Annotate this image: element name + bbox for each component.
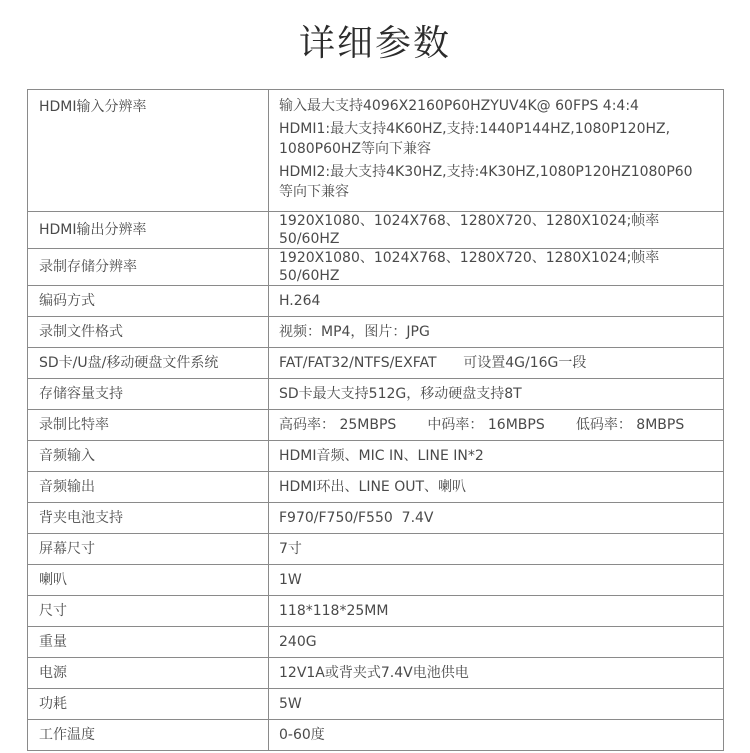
row-value: 5W (269, 689, 724, 720)
table-row (28, 286, 724, 317)
table-row (28, 317, 724, 348)
row-label: 屏幕尺寸 (28, 534, 269, 565)
row-value: 1W (269, 565, 724, 596)
row-value: FAT/FAT32/NTFS/EXFAT 可设置4G/16G一段 (269, 348, 724, 379)
row-value: 1920X1080、1024X768、1280X720、1280X1024;帧率50/60HZ (269, 212, 724, 249)
value-line: 输入最大支持4096X2160P60HZYUV4K@ 60FPS 4:4:4 (279, 98, 639, 114)
page-title: 详细参数 (298, 23, 451, 64)
table-row (28, 658, 724, 689)
row-value: 7寸 (269, 534, 724, 565)
table-row (28, 472, 724, 503)
row-label: SD卡/U盘/移动硬盘文件系统 (28, 348, 269, 379)
row-label: 录制文件格式 (28, 317, 269, 348)
row-value: H.264 (269, 286, 724, 317)
value-line: HDMI2:最大支持4K30HZ,支持:4K30HZ,1080P120HZ1080P60 (279, 164, 693, 180)
row-value: 12V1A或背夹式7.4V电池供电 (269, 658, 724, 689)
table-row (28, 410, 724, 441)
table-row (28, 627, 724, 658)
table-row (28, 534, 724, 565)
row-label: 录制比特率 (28, 410, 269, 441)
row-label: 音频输入 (28, 441, 269, 472)
table-row (28, 348, 724, 379)
row-label: 电源 (28, 658, 269, 689)
row-label: 功耗 (28, 689, 269, 720)
row-value: 240G (269, 627, 724, 658)
table-row (28, 90, 724, 212)
row-label: 存储容量支持 (28, 379, 269, 410)
table-row (28, 565, 724, 596)
row-value: 高码率： 25MBPS 中码率： 16MBPS 低码率： 8MBPS (269, 410, 724, 441)
row-label: 音频输出 (28, 472, 269, 503)
table-row (28, 596, 724, 627)
value-line: 等向下兼容 (279, 184, 349, 200)
row-label: 背夹电池支持 (28, 503, 269, 534)
value-line: 1080P60HZ等向下兼容 (279, 141, 432, 157)
row-value: 1920X1080、1024X768、1280X720、1280X1024;帧率50/60HZ (269, 249, 724, 286)
table-row (28, 689, 724, 720)
row-label: 录制存储分辨率 (28, 249, 269, 286)
row-value: HDMI音频、MIC IN、LINE IN*2 (269, 441, 724, 472)
row-value: 视频：MP4，图片：JPG (269, 317, 724, 348)
row-label: HDMI输入分辨率 (28, 90, 269, 212)
row-label: 工作温度 (28, 720, 269, 751)
value-line: HDMI1:最大支持4K60HZ,支持:1440P144HZ,1080P120HZ, (279, 121, 671, 137)
row-label: 尺寸 (28, 596, 269, 627)
row-label: 编码方式 (28, 286, 269, 317)
row-label: HDMI输出分辨率 (28, 212, 269, 249)
row-value: HDMI环出、LINE OUT、喇叭 (269, 472, 724, 503)
table-row (28, 441, 724, 472)
row-value (269, 90, 724, 212)
spec-table (27, 89, 724, 751)
row-label: 喇叭 (28, 565, 269, 596)
row-value: SD卡最大支持512G，移动硬盘支持8T (269, 379, 724, 410)
table-row (28, 212, 724, 249)
row-value: 0-60度 (269, 720, 724, 751)
row-label: 重量 (28, 627, 269, 658)
table-row (28, 720, 724, 751)
row-value: 118*118*25MM (269, 596, 724, 627)
row-value: F970/F750/F550 7.4V (269, 503, 724, 534)
table-row (28, 503, 724, 534)
table-row (28, 249, 724, 286)
table-row (28, 379, 724, 410)
